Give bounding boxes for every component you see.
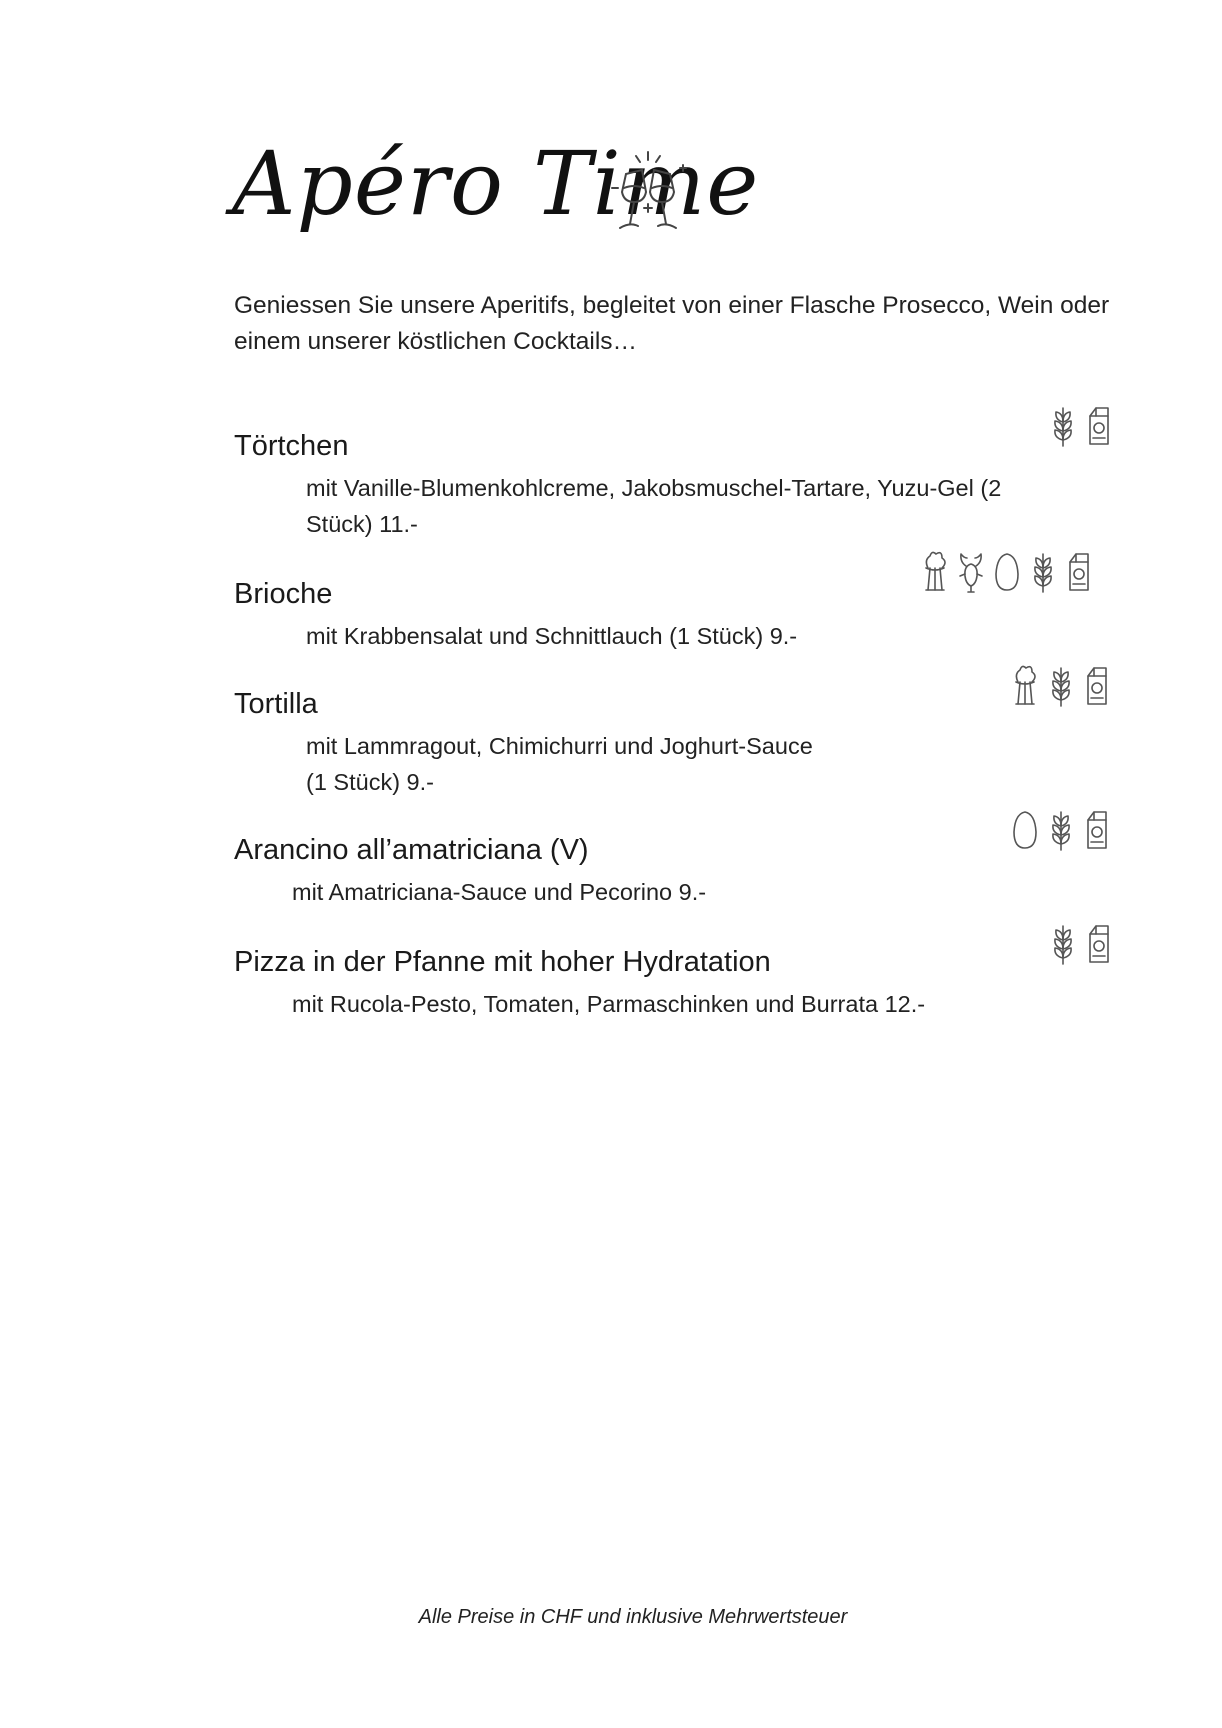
menu-item	[234, 428, 1114, 542]
allergen-icons	[1010, 804, 1112, 854]
item-description-line: mit Krabbensalat und Schnittlauch (1 Stück) 9.-	[306, 623, 798, 649]
celery-icon	[1010, 660, 1040, 710]
item-name: Tortilla	[234, 688, 318, 720]
gluten-icon	[1046, 660, 1076, 710]
egg-icon	[992, 546, 1022, 596]
item-description-line: mit Vanille-Blumenkohlcreme, Jakobsmuschel-Tartare, Yuzu-Gel (2	[306, 475, 1002, 501]
footer-note: Alle Preise in CHF und inklusive Mehrwertsteuer	[418, 1606, 848, 1628]
lactose-icon	[1084, 400, 1114, 450]
item-description	[292, 986, 1072, 1022]
item-description	[306, 470, 1086, 542]
item-description	[306, 618, 1086, 654]
item-name: Brioche	[234, 578, 333, 610]
celery-icon	[920, 546, 950, 596]
page-title: Apéro Time	[232, 132, 760, 235]
menu-item	[234, 832, 1114, 910]
gluten-icon	[1028, 546, 1058, 596]
lactose-icon	[1064, 546, 1094, 596]
gluten-icon	[1046, 804, 1076, 854]
item-description-line: mit Rucola-Pesto, Tomaten, Parmaschinken und Burrata 12.-	[292, 991, 926, 1017]
crustacean-icon	[956, 546, 986, 596]
allergen-icons	[1048, 918, 1114, 968]
lactose-icon	[1082, 804, 1112, 854]
menu-item	[234, 686, 1114, 800]
allergen-icons	[1048, 400, 1114, 450]
item-description	[306, 728, 1086, 800]
allergen-icons	[920, 546, 1094, 596]
item-description-line: (1 Stück) 9.-	[306, 769, 434, 795]
allergen-icons	[1010, 660, 1112, 710]
item-description-line: Stück) 11.-	[306, 511, 418, 537]
item-description-line: mit Amatriciana-Sauce und Pecorino 9.-	[292, 879, 707, 905]
item-description-line: mit Lammragout, Chimichurri und Joghurt-Sauce	[306, 733, 813, 759]
item-name: Arancino all’amatriciana (V)	[234, 834, 589, 866]
lactose-icon	[1082, 660, 1112, 710]
item-name: Törtchen	[234, 430, 349, 462]
egg-icon	[1010, 804, 1040, 854]
clinking-glasses-icon	[606, 148, 690, 244]
gluten-icon	[1048, 400, 1078, 450]
item-name: Pizza in der Pfanne mit hoher Hydratation	[234, 946, 771, 978]
lactose-icon	[1084, 918, 1114, 968]
menu-item	[234, 944, 1114, 1022]
intro-text: Geniessen Sie unsere Aperitifs, begleitet von einer Flasche Prosecco, Wein oder einem unserer köstlichen Cocktails…	[234, 292, 1110, 355]
gluten-icon	[1048, 918, 1078, 968]
item-description	[292, 874, 1072, 910]
